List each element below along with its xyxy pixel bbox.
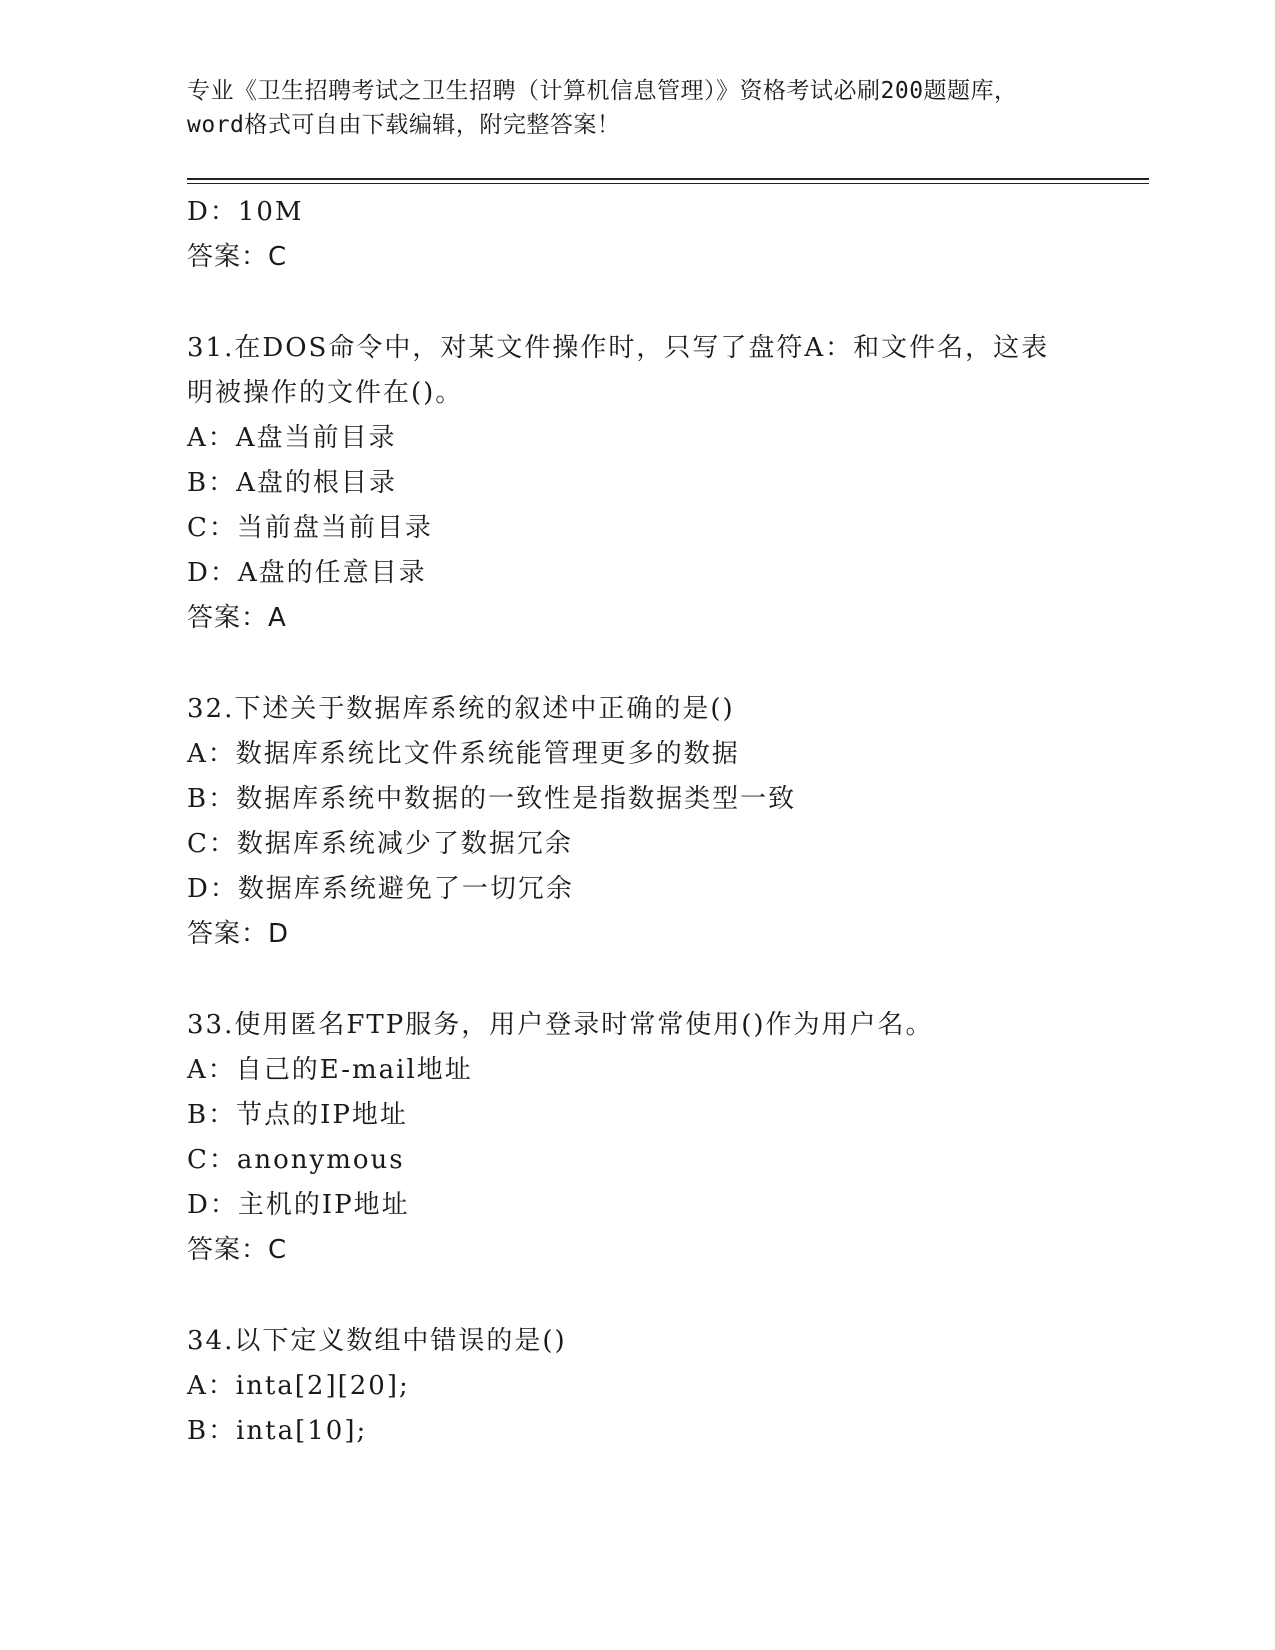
question-stem: 31.在DOS命令中，对某文件操作时，只写了盘符A：和文件名，这表 [187,333,1050,363]
header-divider-thick [187,178,1149,180]
option-d: D：A盘的任意目录 [187,558,427,588]
question-33 [187,1003,1087,1273]
option-c: C：当前盘当前目录 [187,513,433,543]
answer-line: 答案：C [187,1235,288,1265]
question-34 [187,1319,1087,1454]
question-31 [187,326,1087,641]
previous-question-tail [187,190,1087,280]
option-d: D：10M [187,197,304,227]
question-stem: 32.下述关于数据库系统的叙述中正确的是() [187,694,735,724]
header-divider-thin [187,183,1149,184]
option-a: A：inta[2][20]; [187,1371,410,1401]
header-title-line-2: word格式可自由下载编辑，附完整答案！ [187,112,621,138]
document-header [187,74,1087,142]
spacer [187,641,1087,687]
answer-line: 答案：C [187,242,288,272]
spacer [187,280,1087,326]
question-stem-continued: 明被操作的文件在()。 [187,378,464,408]
option-b: B：节点的IP地址 [187,1100,408,1130]
question-stem: 34.以下定义数组中错误的是() [187,1326,567,1356]
option-c: C：anonymous [187,1145,405,1175]
option-d: D：数据库系统避免了一切冗余 [187,874,574,904]
option-a: A：数据库系统比文件系统能管理更多的数据 [187,739,740,769]
option-c: C：数据库系统减少了数据冗余 [187,829,573,859]
spacer [187,957,1087,1003]
question-32 [187,687,1087,957]
option-a: A：自己的E-mail地址 [187,1055,473,1085]
option-a: A：A盘当前目录 [187,423,397,453]
question-list [187,190,1087,1454]
option-b: B：A盘的根目录 [187,468,397,498]
spacer [187,1273,1087,1319]
option-d: D：主机的IP地址 [187,1190,410,1220]
option-b: B：数据库系统中数据的一致性是指数据类型一致 [187,784,797,814]
answer-line: 答案：D [187,919,290,949]
header-title-line-1: 专业《卫生招聘考试之卫生招聘（计算机信息管理）》资格考试必刷200题题库， [187,78,1018,104]
answer-line: 答案：A [187,603,287,633]
option-b: B：inta[10]; [187,1416,368,1446]
question-stem: 33.使用匿名FTP服务，用户登录时常常使用()作为用户名。 [187,1010,934,1040]
